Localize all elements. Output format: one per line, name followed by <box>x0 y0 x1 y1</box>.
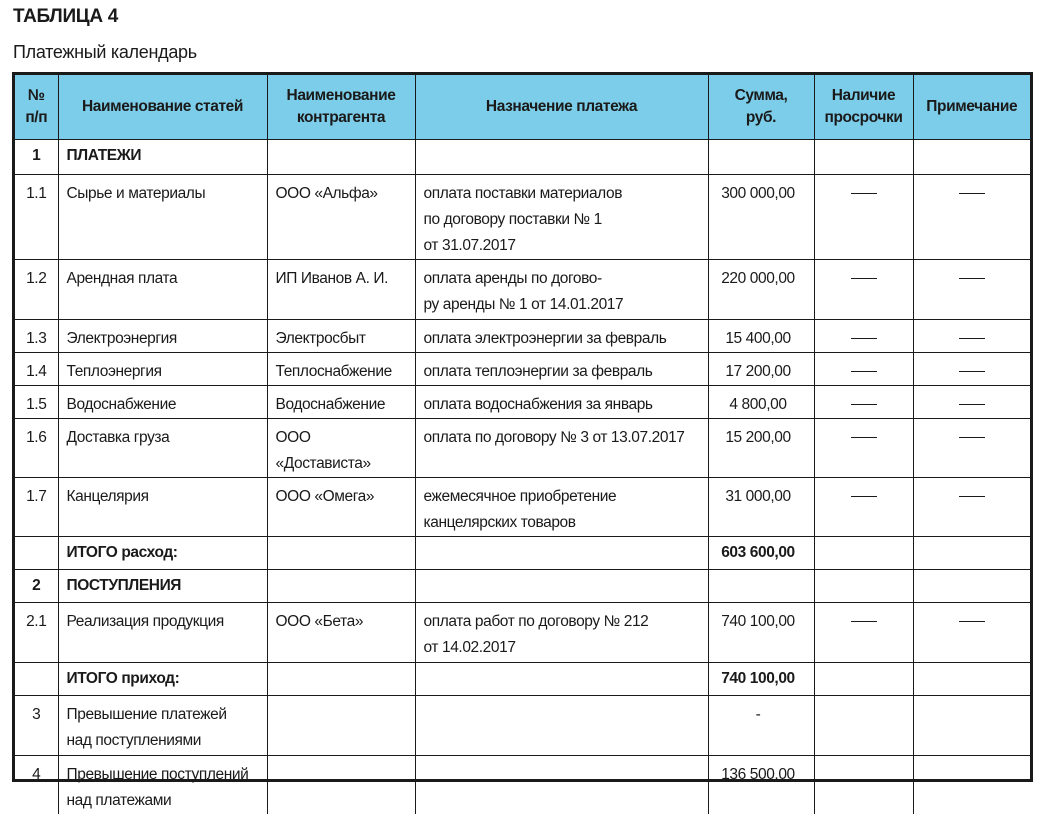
dash-mark <box>851 437 877 438</box>
item-name <box>58 695 267 755</box>
table-row <box>15 174 1030 259</box>
section-title: ПЛАТЕЖИ <box>58 139 267 174</box>
purpose-line: оплата по договору № 3 от 13.07.2017 <box>423 428 685 446</box>
item-name-line: над платежами <box>66 791 172 809</box>
row-number: 2.1 <box>15 602 58 662</box>
item-name <box>58 755 267 814</box>
empty-cell <box>15 536 58 569</box>
empty-cell <box>708 569 814 602</box>
dash-mark <box>851 496 877 497</box>
overdue-status <box>814 385 913 418</box>
payment-purpose <box>415 385 708 418</box>
payment-calendar-table-frame <box>12 72 1033 809</box>
section-row <box>15 139 1030 174</box>
header-purpose: Назначение платежа <box>415 75 708 139</box>
table-row <box>15 319 1030 352</box>
purpose-line: от 14.02.2017 <box>423 638 516 656</box>
payment-purpose <box>415 174 708 259</box>
row-number: 2 <box>15 569 58 602</box>
dash-mark <box>959 371 985 372</box>
empty-cell <box>913 569 1030 602</box>
item-name-line: над поступлениями <box>66 731 202 749</box>
payment-purpose <box>415 319 708 352</box>
purpose-line: оплата электроэнергии за февраль <box>423 329 667 347</box>
payment-calendar-table <box>15 75 1030 814</box>
payment-purpose <box>415 352 708 385</box>
row-number: 3 <box>15 695 58 755</box>
empty-cell <box>814 536 913 569</box>
overdue-status <box>814 352 913 385</box>
section-row <box>15 569 1030 602</box>
counterparty: ИП Иванов А. И. <box>267 259 415 319</box>
item-name <box>58 174 267 259</box>
item-name-line: Превышение платежей <box>66 705 227 723</box>
header-row <box>15 75 1030 139</box>
amount: 300 000,00 <box>708 174 814 259</box>
table-row <box>15 418 1030 477</box>
amount: 31 000,00 <box>708 477 814 536</box>
empty-cell <box>913 139 1030 174</box>
table-row <box>15 259 1030 319</box>
purpose-line: оплата водоснабжения за январь <box>423 395 653 413</box>
row-number: 1.2 <box>15 259 58 319</box>
payment-purpose <box>415 755 708 814</box>
dash-mark <box>959 338 985 339</box>
item-name-line: Реализация продукция <box>66 612 224 630</box>
empty-cell <box>415 569 708 602</box>
counterparty: ООО «Достависта» <box>267 418 415 477</box>
item-name-line: Теплоэнергия <box>66 362 162 380</box>
table-row <box>15 385 1030 418</box>
overdue-status <box>814 477 913 536</box>
dash-mark <box>851 338 877 339</box>
table-title: Платежный календарь <box>13 42 197 62</box>
purpose-line: оплата поставки материалов <box>423 184 623 202</box>
row-number: 1.5 <box>15 385 58 418</box>
empty-cell <box>267 536 415 569</box>
overdue-status <box>814 755 913 814</box>
payment-purpose <box>415 695 708 755</box>
counterparty: Водоснабжение <box>267 385 415 418</box>
row-number: 1.6 <box>15 418 58 477</box>
purpose-line: канцелярских товаров <box>423 513 576 531</box>
payment-purpose <box>415 602 708 662</box>
note <box>913 352 1030 385</box>
dash-mark <box>959 621 985 622</box>
row-number: 1 <box>15 139 58 174</box>
amount: 15 400,00 <box>708 319 814 352</box>
item-name-line: Водоснабжение <box>66 395 177 413</box>
amount: 136 500,00 <box>708 755 814 814</box>
note <box>913 755 1030 814</box>
amount: 4 800,00 <box>708 385 814 418</box>
note <box>913 385 1030 418</box>
empty-cell <box>415 139 708 174</box>
dash-mark <box>851 621 877 622</box>
empty-cell <box>814 569 913 602</box>
table-row <box>15 602 1030 662</box>
table-row <box>15 352 1030 385</box>
total-row <box>15 662 1030 695</box>
dash-mark <box>959 278 985 279</box>
header-num: № п/п <box>15 75 58 139</box>
purpose-line: ежемесячное приобретение <box>423 487 617 505</box>
item-name-line: Доставка груза <box>66 428 170 446</box>
dash-mark <box>959 437 985 438</box>
item-name-line: Канцелярия <box>66 487 149 505</box>
header-counterparty: Наименование контрагента <box>267 75 415 139</box>
amount: - <box>708 695 814 755</box>
row-number: 4 <box>15 755 58 814</box>
row-number: 1.3 <box>15 319 58 352</box>
counterparty <box>267 755 415 814</box>
table-row <box>15 755 1030 814</box>
amount: 17 200,00 <box>708 352 814 385</box>
header-note: Примечание <box>913 75 1030 139</box>
overdue-status <box>814 174 913 259</box>
total-amount: 740 100,00 <box>708 662 814 695</box>
total-label: ИТОГО расход: <box>58 536 267 569</box>
overdue-status <box>814 319 913 352</box>
amount: 740 100,00 <box>708 602 814 662</box>
empty-cell <box>708 139 814 174</box>
dash-mark <box>851 193 877 194</box>
purpose-line: от 31.07.2017 <box>423 236 516 254</box>
note <box>913 418 1030 477</box>
purpose-line: оплата работ по договору № 212 <box>423 612 649 630</box>
note <box>913 477 1030 536</box>
counterparty: Электросбыт <box>267 319 415 352</box>
empty-cell <box>267 139 415 174</box>
item-name-line: Арендная плата <box>66 269 178 287</box>
payment-purpose <box>415 477 708 536</box>
amount: 15 200,00 <box>708 418 814 477</box>
payment-purpose <box>415 259 708 319</box>
empty-cell <box>913 536 1030 569</box>
header-overdue: Наличие просрочки <box>814 75 913 139</box>
item-name <box>58 602 267 662</box>
item-name <box>58 352 267 385</box>
header-amount: Сумма, руб. <box>708 75 814 139</box>
row-number: 1.1 <box>15 174 58 259</box>
purpose-line: ру аренды № 1 от 14.01.2017 <box>423 295 624 313</box>
section-title: ПОСТУПЛЕНИЯ <box>58 569 267 602</box>
item-name <box>58 385 267 418</box>
overdue-status <box>814 602 913 662</box>
empty-cell <box>814 662 913 695</box>
payment-purpose <box>415 418 708 477</box>
dash-mark <box>851 371 877 372</box>
total-row <box>15 536 1030 569</box>
note <box>913 174 1030 259</box>
empty-cell <box>267 569 415 602</box>
purpose-line: по договору поставки № 1 <box>423 210 602 228</box>
item-name <box>58 259 267 319</box>
empty-cell <box>814 139 913 174</box>
counterparty: ООО «Бета» <box>267 602 415 662</box>
amount: 220 000,00 <box>708 259 814 319</box>
table-label: ТАБЛИЦА 4 <box>13 6 119 27</box>
total-amount: 603 600,00 <box>708 536 814 569</box>
dash-mark <box>851 278 877 279</box>
empty-cell <box>267 662 415 695</box>
item-name <box>58 319 267 352</box>
total-label: ИТОГО приход: <box>58 662 267 695</box>
note <box>913 259 1030 319</box>
row-number: 1.4 <box>15 352 58 385</box>
purpose-line: оплата теплоэнергии за февраль <box>423 362 653 380</box>
item-name-line: Электроэнергия <box>66 329 177 347</box>
overdue-status <box>814 259 913 319</box>
item-name <box>58 477 267 536</box>
item-name-line: Сырье и материалы <box>66 184 206 202</box>
item-name-line: Превышение поступлений <box>66 765 249 783</box>
overdue-status <box>814 695 913 755</box>
counterparty: ООО «Альфа» <box>267 174 415 259</box>
note <box>913 319 1030 352</box>
dash-mark <box>851 404 877 405</box>
empty-cell <box>913 662 1030 695</box>
empty-cell <box>15 662 58 695</box>
empty-cell <box>415 662 708 695</box>
row-number: 1.7 <box>15 477 58 536</box>
counterparty <box>267 695 415 755</box>
note <box>913 602 1030 662</box>
dash-mark <box>959 496 985 497</box>
table-row <box>15 695 1030 755</box>
purpose-line: оплата аренды по догово- <box>423 269 602 287</box>
empty-cell <box>415 536 708 569</box>
note <box>913 695 1030 755</box>
item-name <box>58 418 267 477</box>
table-body <box>15 139 1030 814</box>
counterparty: Теплоснабжение <box>267 352 415 385</box>
header-item: Наименование статей <box>58 75 267 139</box>
counterparty: ООО «Омега» <box>267 477 415 536</box>
overdue-status <box>814 418 913 477</box>
dash-mark <box>959 404 985 405</box>
dash-mark <box>959 193 985 194</box>
table-row <box>15 477 1030 536</box>
